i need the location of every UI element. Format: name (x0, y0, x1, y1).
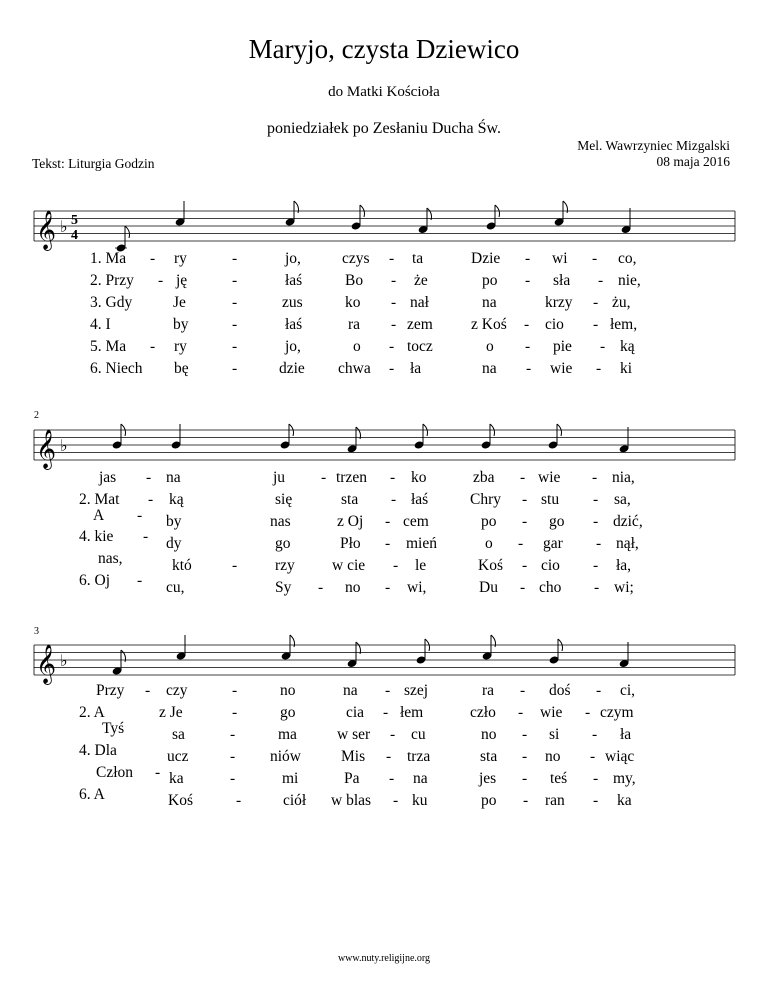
lyric-syllable: po (481, 513, 497, 530)
lyric-syllable: wie (550, 360, 573, 377)
lyric-syllable: łaś (285, 316, 303, 333)
lyric-syllable: ta (412, 250, 424, 267)
lyric-hyphen: - (391, 316, 397, 333)
lyric-syllable: 5. Ma (90, 338, 127, 355)
lyric-hyphen: - (525, 272, 531, 289)
lyric-syllable: jo, (285, 250, 301, 267)
lyric-syllable: 4. I (90, 316, 111, 333)
lyric-syllable: si (549, 726, 560, 743)
lyric-syllable: nas, (98, 550, 123, 567)
lyric-syllable: ry (174, 338, 187, 355)
lyric-syllable: Chry (470, 491, 501, 508)
lyric-hyphen: - (522, 748, 528, 765)
lyric-syllable: cho (539, 579, 562, 596)
lyric-syllable: po (482, 272, 498, 289)
lyric-syllable: 6. Oj (79, 572, 110, 589)
flat-key-signature-icon: ♭ (60, 438, 68, 455)
lyric-syllable: no (545, 748, 561, 765)
lyric-syllable: ciół (283, 792, 307, 809)
note-group (112, 424, 630, 453)
lyric-syllable: ję (176, 272, 188, 289)
lyric-hyphen: - (590, 748, 596, 765)
lyric-syllable: ko (411, 469, 427, 486)
lyric-syllable: sa (172, 726, 185, 743)
lyric-syllable: dy (166, 535, 182, 552)
lyric-syllable: ki (620, 360, 633, 377)
lyric-syllable: pie (553, 338, 572, 355)
lyric-syllable: ła, (616, 557, 632, 574)
lyric-syllable: łem, (610, 316, 638, 333)
lyric-syllable: zba (473, 469, 495, 486)
lyric-hyphen: - (318, 579, 324, 596)
note-group (115, 201, 631, 253)
lyric-hyphen: - (383, 704, 389, 721)
lyric-syllable: teś (550, 770, 568, 787)
lyric-syllable: w blas (331, 792, 372, 809)
lyric-hyphen: - (389, 360, 395, 377)
lyric-syllable: 1. Ma (90, 250, 127, 267)
lyric-syllable: z Oj (337, 513, 364, 530)
lyric-syllable: Dzie (471, 250, 501, 267)
lyric-syllable: no (280, 682, 296, 699)
page-title: Maryjo, czysta Dziewico (248, 34, 520, 64)
lyric-hyphen: - (593, 770, 599, 787)
lyric-syllable: wi (552, 250, 568, 267)
time-signature-numerator: 5 (71, 213, 78, 228)
lyric-syllable: 2. A (79, 704, 105, 721)
lyric-hyphen: - (520, 579, 526, 596)
lyric-hyphen: - (321, 469, 327, 486)
lyric-syllable: o (485, 535, 493, 552)
lyric-syllable: no (345, 579, 361, 596)
lyric-hyphen: - (155, 764, 161, 781)
lyric-syllable: ką (620, 338, 635, 355)
lyric-syllable: ran (545, 792, 565, 809)
lyric-syllable: doś (549, 682, 571, 699)
system-number: 3 (34, 626, 39, 637)
lyric-syllable: sa, (614, 491, 631, 508)
lyric-syllable: le (415, 557, 427, 574)
lyric-syllable: o (353, 338, 361, 355)
lyric-syllable: ką (169, 491, 184, 508)
lyric-syllable: ju (273, 469, 286, 486)
flat-key-signature-icon: ♭ (60, 219, 68, 236)
lyric-hyphen: - (385, 513, 391, 530)
lyric-hyphen: - (232, 272, 238, 289)
lyric-syllable: A (93, 507, 105, 524)
lyric-syllable: ra (348, 316, 361, 333)
lyric-hyphen: - (393, 792, 399, 809)
lyric-syllable: na (482, 360, 497, 377)
lyric-hyphen: - (391, 491, 397, 508)
lyric-hyphen: - (232, 316, 238, 333)
lyric-syllable: nas (270, 513, 291, 530)
lyric-hyphen: - (592, 469, 598, 486)
lyric-syllable: Bo (345, 272, 364, 289)
lyric-syllable: wi, (407, 579, 427, 596)
lyric-syllable: ucz (167, 748, 189, 765)
lyric-hyphen: - (385, 535, 391, 552)
lyric-hyphen: - (158, 272, 164, 289)
date-line: 08 maja 2016 (656, 154, 730, 169)
lyric-syllable: 6. Niech (90, 360, 143, 377)
lyric-hyphen: - (524, 316, 530, 333)
lyric-hyphen: - (585, 704, 591, 721)
lyric-hyphen: - (230, 770, 236, 787)
lyric-syllable: po (481, 792, 497, 809)
lyric-syllable: no (481, 726, 497, 743)
lyric-hyphen: - (232, 294, 238, 311)
lyric-hyphen: - (593, 557, 599, 574)
lyric-hyphen: - (232, 682, 238, 699)
lyric-hyphen: - (596, 682, 602, 699)
lyric-syllable: ku (412, 792, 428, 809)
lyric-syllable: czło (470, 704, 496, 721)
lyric-syllable: czym (600, 704, 634, 721)
lyric-syllable: by (166, 513, 182, 530)
lyric-hyphen: - (600, 338, 606, 355)
lyric-hyphen: - (232, 360, 238, 377)
lyric-hyphen: - (518, 704, 524, 721)
lyric-syllable: jes (479, 770, 497, 787)
lyric-syllable: mień (406, 535, 437, 552)
staff-system-3 (0, 620, 768, 690)
lyric-syllable: sta (480, 748, 498, 765)
lyric-syllable: czys (342, 250, 370, 267)
lyric-syllable: 2. Mat (79, 491, 120, 508)
lyric-syllable: Sy (275, 579, 292, 596)
lyric-syllable: o (486, 338, 494, 355)
lyric-syllable: żu, (612, 294, 631, 311)
lyric-syllable: niów (270, 748, 301, 765)
lyric-hyphen: - (522, 513, 528, 530)
lyric-syllable: łaś (285, 272, 303, 289)
lyric-syllable: łaś (411, 491, 429, 508)
lyric-hyphen: - (393, 557, 399, 574)
lyric-syllable: ła (620, 726, 632, 743)
lyric-syllable: jas (99, 469, 117, 486)
lyric-hyphen: - (592, 726, 598, 743)
lyric-hyphen: - (522, 557, 528, 574)
lyric-hyphen: - (150, 250, 156, 267)
lyric-syllable: 3. Gdy (90, 294, 133, 311)
lyric-syllable: z Je (159, 704, 183, 721)
lyric-syllable: by (173, 316, 189, 333)
lyric-syllable: Człon (96, 764, 134, 781)
lyric-syllable: nął, (616, 535, 639, 552)
lyric-hyphen: - (230, 726, 236, 743)
lyric-hyphen: - (525, 338, 531, 355)
lyric-syllable: zus (282, 294, 303, 311)
lyric-syllable: cio (545, 316, 564, 333)
lyric-syllable: się (275, 491, 293, 508)
lyric-hyphen: - (385, 579, 391, 596)
lyric-syllable: cu, (166, 579, 185, 596)
lyric-syllable: stu (541, 491, 560, 508)
lyric-syllable: łem (400, 704, 424, 721)
lyric-syllable: Tyś (102, 720, 125, 737)
system-number: 2 (34, 410, 39, 421)
lyric-hyphen: - (137, 507, 143, 524)
lyric-syllable: na (343, 682, 358, 699)
lyric-hyphen: - (520, 682, 526, 699)
lyric-syllable: krzy (545, 294, 573, 311)
lyric-syllable: szej (404, 682, 429, 699)
lyric-syllable: chwa (338, 360, 371, 377)
lyric-hyphen: - (389, 338, 395, 355)
lyric-hyphen: - (232, 250, 238, 267)
lyric-syllable: 2. Przy (90, 272, 134, 289)
lyric-hyphen: - (522, 491, 528, 508)
lyric-hyphen: - (386, 748, 392, 765)
lyric-syllable: rzy (275, 557, 295, 574)
lyric-syllable: trza (407, 748, 431, 765)
lyric-syllable: 4. Dla (79, 742, 117, 759)
lyric-syllable: go (275, 535, 291, 552)
subtitle: do Matki Kościoła (328, 84, 440, 100)
lyric-syllable: wie (540, 704, 563, 721)
composer-credit: Mel. Wawrzyniec Mizgalski (577, 138, 730, 153)
lyric-syllable: Du (479, 579, 498, 596)
lyric-syllable: cem (403, 513, 429, 530)
lyric-hyphen: - (520, 469, 526, 486)
lyric-syllable: go (549, 513, 565, 530)
lyric-syllable: ka (169, 770, 184, 787)
lyric-hyphen: - (594, 579, 600, 596)
lyric-syllable: nie, (618, 272, 641, 289)
lyric-syllable: sta (341, 491, 359, 508)
lyric-hyphen: - (593, 316, 599, 333)
lyric-syllable: wie (538, 469, 561, 486)
lyric-syllable: ko (345, 294, 361, 311)
lyric-hyphen: - (389, 770, 395, 787)
lyric-syllable: 6. A (79, 786, 105, 803)
footer-url: www.nuty.religijne.org (337, 953, 431, 964)
lyric-syllable: dzie (279, 360, 305, 377)
lyric-hyphen: - (148, 491, 154, 508)
lyric-syllable: wi; (614, 579, 634, 596)
lyric-syllable: nia, (612, 469, 635, 486)
lyric-hyphen: - (232, 557, 238, 574)
lyric-syllable: wiąc (605, 748, 635, 765)
time-signature-denominator: 4 (71, 228, 78, 243)
lyric-hyphen: - (522, 726, 528, 743)
lyric-syllable: ła (410, 360, 422, 377)
lyric-hyphen: - (146, 469, 152, 486)
lyric-syllable: go (280, 704, 296, 721)
lyric-syllable: że (414, 272, 428, 289)
lyric-hyphen: - (522, 770, 528, 787)
lyric-syllable: gar (543, 535, 563, 552)
lyric-syllable: na (482, 294, 497, 311)
lyric-hyphen: - (518, 535, 524, 552)
lyric-syllable: cia (346, 704, 365, 721)
lyric-hyphen: - (592, 250, 598, 267)
lyric-hyphen: - (389, 250, 395, 267)
lyric-syllable: na (413, 770, 428, 787)
lyric-syllable: Pa (344, 770, 360, 787)
lyric-syllable: czy (166, 682, 188, 699)
lyric-syllable: 4. kie (79, 528, 114, 545)
lyric-hyphen: - (391, 294, 397, 311)
lyric-syllable: trzen (336, 469, 367, 486)
lyric-hyphen: - (593, 513, 599, 530)
lyric-syllable: mi (282, 770, 299, 787)
lyric-syllable: ka (617, 792, 632, 809)
lyric-hyphen: - (391, 272, 397, 289)
treble-clef-icon: 𝄞 (36, 431, 57, 468)
lyric-hyphen: - (145, 682, 151, 699)
flat-key-signature-icon: ♭ (60, 653, 68, 670)
lyric-hyphen: - (596, 535, 602, 552)
lyric-syllable: co, (618, 250, 637, 267)
lyric-hyphen: - (593, 294, 599, 311)
lyric-hyphen: - (526, 360, 532, 377)
lyric-syllable: sła (553, 272, 571, 289)
lyric-hyphen: - (596, 360, 602, 377)
lyric-syllable: Przy (96, 682, 125, 699)
lyric-syllable: w ser (337, 726, 371, 743)
lyric-syllable: bę (174, 360, 189, 377)
lyric-syllable: z Koś (471, 316, 507, 333)
treble-clef-icon: 𝄞 (36, 212, 57, 249)
text-source-credit: Tekst: Liturgia Godzin (32, 156, 155, 171)
lyric-syllable: w cie (332, 557, 366, 574)
lyric-syllable: cu (411, 726, 426, 743)
lyric-syllable: na (166, 469, 181, 486)
lyric-hyphen: - (390, 726, 396, 743)
lyric-hyphen: - (523, 792, 529, 809)
lyric-hyphen: - (137, 572, 143, 589)
lyric-syllable: ra (482, 682, 495, 699)
lyric-syllable: jo, (285, 338, 301, 355)
treble-clef-icon: 𝄞 (36, 646, 57, 683)
occasion-line: poniedziałek po Zesłaniu Ducha Św. (266, 120, 501, 137)
lyric-hyphen: - (593, 491, 599, 508)
lyric-syllable: tocz (407, 338, 433, 355)
lyric-hyphen: - (525, 250, 531, 267)
lyric-hyphen: - (236, 792, 242, 809)
lyric-hyphen: - (150, 338, 156, 355)
lyric-hyphen: - (232, 338, 238, 355)
lyric-hyphen: - (593, 792, 599, 809)
lyric-syllable: ma (278, 726, 297, 743)
lyric-syllable: Pło (340, 535, 361, 552)
lyric-hyphen: - (232, 704, 238, 721)
lyric-syllable: nał (410, 294, 429, 311)
lyric-hyphen: - (390, 469, 396, 486)
lyric-hyphen: - (598, 272, 604, 289)
lyric-syllable: my, (613, 770, 636, 787)
lyric-syllable: Koś (168, 792, 193, 809)
lyric-syllable: Mis (341, 748, 366, 765)
lyric-syllable: zem (407, 316, 433, 333)
lyric-syllable: ci, (620, 682, 636, 699)
note-group (112, 635, 630, 676)
lyric-hyphen: - (385, 682, 391, 699)
lyric-syllable: któ (172, 557, 192, 574)
lyric-hyphen: - (143, 528, 149, 545)
lyric-hyphen: - (230, 748, 236, 765)
lyric-syllable: Koś (478, 557, 503, 574)
composer-block (577, 138, 730, 170)
lyric-syllable: cio (541, 557, 560, 574)
lyric-syllable: Je (173, 294, 186, 311)
lyric-syllable: dzić, (613, 513, 643, 530)
staff-system-2 (0, 400, 768, 470)
lyric-syllable: ry (174, 250, 187, 267)
